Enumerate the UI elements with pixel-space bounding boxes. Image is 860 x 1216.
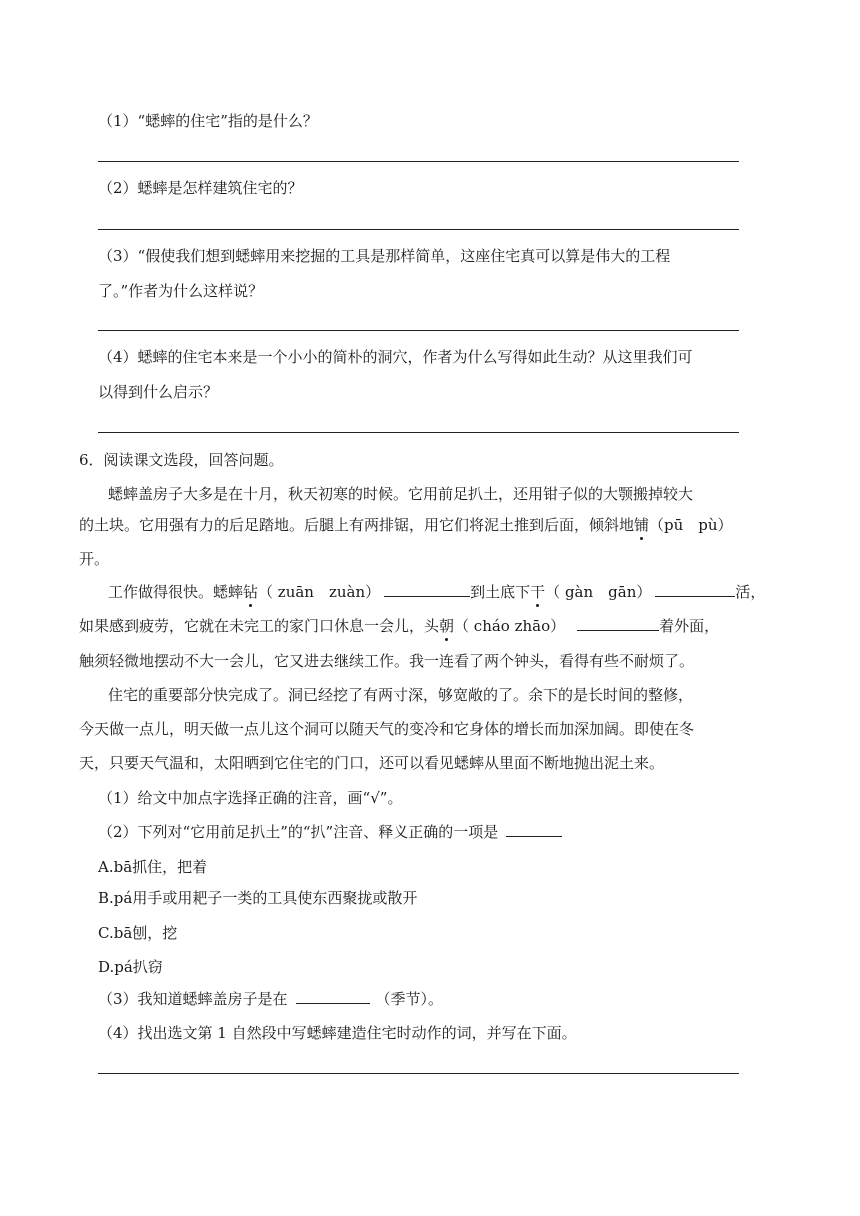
passage-p2-line1: [108, 582, 765, 602]
passage-p2-line3: 触须轻微地摆动不大一会儿，它又进去继续工作。我一连看了两个钟头，看得有些不耐烦了。: [79, 652, 695, 670]
answer-line[interactable]: [98, 161, 739, 162]
text-segment: 工作做得很快。蟋蟀: [108, 583, 244, 601]
passage-p3-line1: 住宅的重要部分快完成了。洞已经挖了有两寸深，够宽敞的了。余下的是长时间的整修，: [108, 686, 694, 704]
option-a[interactable]: A.bā抓住，把着: [98, 858, 208, 876]
pinyin-options[interactable]: （pū pù）: [649, 516, 733, 534]
q5-sub1: （1）“蟋蟀的住宅”指的是什么？: [98, 112, 318, 130]
dotted-char: 钻: [243, 583, 259, 601]
text-segment: 如果感到疲劳，它就在未完工的家门口休息一会儿，头: [79, 617, 440, 635]
q6-sub4: （4）找出选文第 1 自然段中写蟋蟀建造住宅时动作的词，并写在下面。: [98, 1024, 577, 1042]
dotted-char: 朝: [439, 617, 455, 635]
text-segment: 到土底下: [470, 583, 531, 601]
fill-blank[interactable]: [384, 582, 470, 597]
passage-p3-line2: 今天做一点儿，明天做一点儿这个洞可以随天气的变冷和它身体的增长而加深加阔。即使在冬: [79, 720, 695, 738]
fill-blank[interactable]: [296, 989, 370, 1004]
passage-p3-line3: 天，只要天气温和，太阳晒到它住宅的门口，还可以看见蟋蟀从里面不断地抛出泥土来。: [79, 754, 665, 772]
pinyin-options[interactable]: （ gàn gān）: [545, 583, 652, 601]
q6-title: 6．阅读课文选段，回答问题。: [79, 451, 284, 469]
passage-p1-line1: 蟋蟀盖房子大多是在十月，秋天初寒的时候。它用前足扒土，还用钳子似的大颚搬掉较大: [108, 485, 694, 503]
passage-p1-line2: [79, 515, 733, 535]
text-segment: （季节）。: [375, 990, 444, 1008]
fill-blank[interactable]: [506, 822, 562, 837]
answer-line[interactable]: [98, 330, 739, 331]
dotted-char: 铺: [634, 516, 650, 534]
q6-sub3: [98, 989, 443, 1009]
text-segment: （2）下列对“它用前足扒土”的“扒”注音、释义正确的一项是: [98, 823, 499, 841]
pinyin-options[interactable]: （ zuān zuàn）: [258, 583, 381, 601]
option-d[interactable]: D.pá扒窃: [98, 958, 163, 976]
option-c[interactable]: C.bā刨，挖: [98, 924, 178, 942]
passage-p2-line2: [79, 616, 719, 636]
answer-line[interactable]: [98, 1073, 739, 1074]
fill-blank[interactable]: [577, 616, 659, 631]
passage-p1-line3: 开。: [79, 550, 110, 568]
fill-blank[interactable]: [655, 582, 735, 597]
answer-line[interactable]: [98, 432, 739, 433]
q5-sub3-line1: （3）“假使我们想到蟋蟀用来挖掘的工具是那样简单，这座住宅真可以算是伟大的工程: [98, 247, 671, 265]
text-segment: （3）我知道蟋蟀盖房子是在: [98, 990, 288, 1008]
q5-sub4-line2: 以得到什么启示？: [98, 383, 219, 401]
text-segment: 的土块。它用强有力的后足踏地。后腿上有两排锯，用它们将泥土推到后面，倾斜地: [79, 516, 635, 534]
answer-line[interactable]: [98, 229, 739, 230]
q6-sub1: （1）给文中加点字选择正确的注音，画“√”。: [98, 789, 403, 807]
text-segment: 着外面，: [659, 617, 720, 635]
q6-sub2: [98, 822, 562, 842]
q5-sub3-line2: 了。”作者为什么这样说？: [98, 282, 264, 300]
text-segment: 活，: [735, 583, 766, 601]
dotted-char: 干: [530, 583, 546, 601]
q5-sub2: （2）蟋蟀是怎样建筑住宅的？: [98, 179, 303, 197]
option-b[interactable]: B.pá用手或用耙子一类的工具使东西聚拢或散开: [98, 889, 418, 907]
q5-sub4-line1: （4）蟋蟀的住宅本来是一个小小的简朴的洞穴，作者为什么写得如此生动？从这里我们可: [98, 348, 693, 366]
pinyin-options[interactable]: （ cháo zhāo）: [454, 617, 566, 635]
